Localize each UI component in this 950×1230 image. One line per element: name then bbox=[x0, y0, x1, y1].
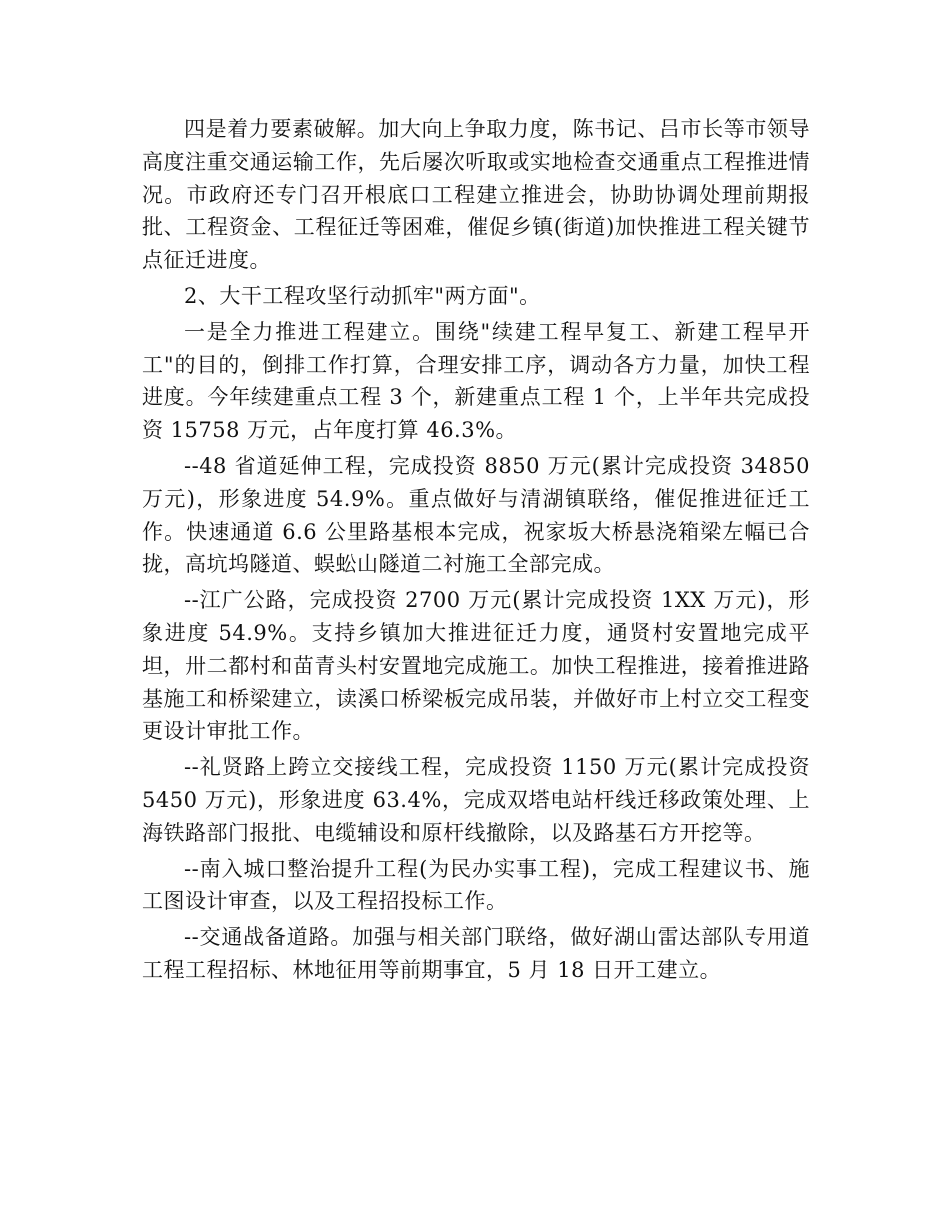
paragraph-lixian-road: --礼贤路上跨立交接线工程，完成投资 1150 万元(累计完成投资 5450 万元)，形象进度 63.4%，完成双塔电站杆线迁移政策处理、上海铁路部门报批、电缆辅设和原杆线撤除，以及路基石方开挖等。 bbox=[142, 755, 810, 845]
section-heading-two-aspects: 2、大干工程攻坚行动抓牢"两方面"。 bbox=[184, 283, 541, 308]
document-body bbox=[142, 113, 810, 990]
paragraph-provincial-road-48: --48 省道延伸工程，完成投资 8850 万元(累计完成投资 34850 万元)，形象进度 54.9%。重点做好与清湖镇联络，催促推进征迁工作。快速通道 6.6 公里路基根本完成，祝家坂大桥悬浇箱梁左幅已合拢，高坑坞隧道、蜈蚣山隧道二衬施工全部完成。 bbox=[142, 453, 810, 577]
paragraph-factor-breakthrough: 四是着力要素破解。加大向上争取力度，陈书记、吕市长等市领导高度注重交通运输工作，先后屡次听取或实地检查交通重点工程推进情况。市政府还专门召开根底口工程建立推进会，协助协调处理前期报批、工程资金、工程征迁等困难，催促乡镇(街道)加快推进工程关键节点征迁进度。 bbox=[142, 117, 810, 273]
paragraph-combat-readiness-road: --交通战备道路。加强与相关部门联络，做好湖山雷达部队专用道工程工程招标、林地征用等前期事宜，5 月 18 日开工建立。 bbox=[142, 925, 810, 982]
paragraph-jiangguang-highway: --江广公路，完成投资 2700 万元(累计完成投资 1XX 万元)，形象进度 54.9%。支持乡镇加大推进征迁力度，通贤村安置地完成平坦，卅二都村和苗青头村安置地完成施工。加快工程推进，接着推进路基施工和桥梁建立，读溪口桥梁板完成吊装，并做好市上村立交工程变更设计审批工作。 bbox=[142, 588, 810, 744]
paragraph-south-entrance: --南入城口整治提升工程(为民办实事工程)，完成工程建议书、施工图设计审查，以及工程招投标工作。 bbox=[142, 856, 810, 914]
paragraph-project-construction: 一是全力推进工程建立。围绕"续建工程早复工、新建工程早开工"的目的，倒排工作打算，合理安排工序，调动各方力量，加快工程进度。今年续建重点工程 3 个，新建重点工程 1 个，上半年共完成投资 15758 万元，占年度打算 46.3%。 bbox=[142, 319, 810, 443]
